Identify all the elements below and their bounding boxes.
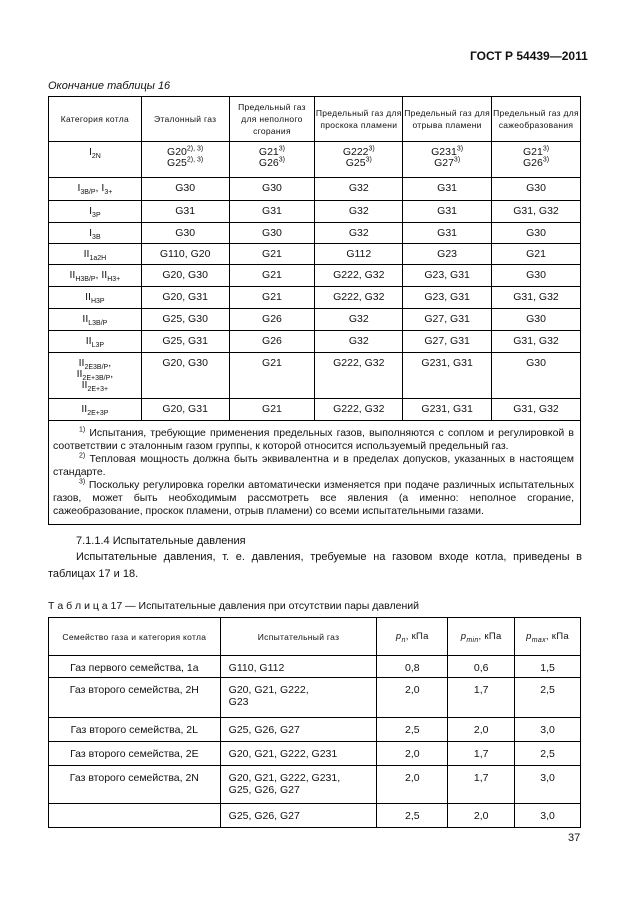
sooting-gas-cell: G31, G32 bbox=[492, 201, 581, 223]
reference-gas-cell: G30 bbox=[141, 178, 229, 201]
incomplete-gas-cell: G26 bbox=[229, 331, 315, 353]
reference-gas-cell: G20, G30 bbox=[141, 265, 229, 287]
table-row bbox=[49, 287, 581, 309]
sooting-gas-cell: G31, G32 bbox=[492, 331, 581, 353]
pmin-cell: 0,6 bbox=[448, 656, 515, 678]
test-gas-cell: G20, G21, G222, G231 bbox=[220, 742, 377, 766]
category-cell: $II_{L3P}$ bbox=[49, 331, 142, 353]
gas-family-cell: Газ второго семейства, 2L bbox=[49, 718, 221, 742]
table-row bbox=[49, 656, 581, 678]
page-number: 37 bbox=[568, 832, 581, 844]
category-cell: $II_{1a2H}$ bbox=[49, 244, 142, 265]
header-pn: $p_n$, кПа bbox=[377, 618, 448, 656]
pn-cell: 0,8 bbox=[377, 656, 448, 678]
footnote-3: $^{3)}$ Поскольку регулировка горелки автоматически изменяется при подаче различных испытательных газов, может быть необходимым рассмотреть все явления (а именно: неполное сгорание, сажеобразование, проскок пламени, отрыв пламени) со всеми испытательными газами. bbox=[53, 478, 574, 517]
category-cell: $I_{3P}$ bbox=[49, 201, 142, 223]
category-cell: $I_{3B}$ bbox=[49, 223, 142, 244]
sooting-gas-cell: G30 bbox=[492, 265, 581, 287]
pmin-cell: 1,7 bbox=[448, 678, 515, 718]
incomplete-gas-cell: G21$^{3)}$ G26$^{3)}$ bbox=[229, 142, 315, 178]
table-row bbox=[49, 399, 581, 421]
header-incomplete-combustion: Предельный газ для неполного сгорания bbox=[229, 97, 315, 142]
section-heading: 7.1.1.4 Испытательные давления bbox=[76, 535, 246, 547]
lift-gas-cell: G231, G31 bbox=[403, 353, 492, 399]
category-cell: $II_{H3B/P}$, $II_{H3+}$ bbox=[49, 265, 142, 287]
table-row bbox=[49, 223, 581, 244]
gas-family-cell: Газ второго семейства, 2H bbox=[49, 678, 221, 718]
header-reference-gas: Эталонный газ bbox=[141, 97, 229, 142]
incomplete-gas-cell: G30 bbox=[229, 223, 315, 244]
flashback-gas-cell: G32 bbox=[315, 331, 403, 353]
flashback-gas-cell: G32 bbox=[315, 201, 403, 223]
reference-gas-cell: G20, G31 bbox=[141, 399, 229, 421]
lift-gas-cell: G231$^{3)}$ G27$^{3)}$ bbox=[403, 142, 492, 178]
table-row bbox=[49, 142, 581, 178]
flashback-gas-cell: G32 bbox=[315, 178, 403, 201]
lift-gas-cell: G27, G31 bbox=[403, 331, 492, 353]
flashback-gas-cell: G112 bbox=[315, 244, 403, 265]
section-paragraph: Испытательные давления, т. е. давления, требуемые на газовом входе котла, приведены в таблицах 17 и 18. bbox=[48, 551, 582, 580]
sooting-gas-cell: G30 bbox=[492, 353, 581, 399]
reference-gas-cell: G20, G31 bbox=[141, 287, 229, 309]
reference-gas-cell: G25, G31 bbox=[141, 331, 229, 353]
sooting-gas-cell: G30 bbox=[492, 178, 581, 201]
category-cell: $I_{2N}$ bbox=[49, 142, 142, 178]
header-flashback: Предельный газ для проскока пламени bbox=[315, 97, 403, 142]
standard-header: ГОСТ Р 54439—2011 bbox=[470, 49, 588, 63]
lift-gas-cell: G23, G31 bbox=[403, 265, 492, 287]
table-17 bbox=[48, 617, 581, 828]
category-cell: $II_{L3B/P}$ bbox=[49, 309, 142, 331]
table-row bbox=[49, 265, 581, 287]
header-gas-family: Семейство газа и категория котла bbox=[49, 618, 221, 656]
sooting-gas-cell: G30 bbox=[492, 223, 581, 244]
table-row bbox=[49, 718, 581, 742]
pn-cell: 2,5 bbox=[377, 718, 448, 742]
flashback-gas-cell: G222, G32 bbox=[315, 265, 403, 287]
header-sooting: Предельный газ для сажеобразования bbox=[492, 97, 581, 142]
pmax-cell: 1,5 bbox=[515, 656, 581, 678]
category-cell: $II_{H3P}$ bbox=[49, 287, 142, 309]
sooting-gas-cell: G31, G32 bbox=[492, 287, 581, 309]
incomplete-gas-cell: G21 bbox=[229, 265, 315, 287]
flashback-gas-cell: G222$^{3)}$ G25$^{3)}$ bbox=[315, 142, 403, 178]
pn-cell: 2,0 bbox=[377, 678, 448, 718]
sooting-gas-cell: G30 bbox=[492, 309, 581, 331]
reference-gas-cell: G25, G30 bbox=[141, 309, 229, 331]
table-row bbox=[49, 178, 581, 201]
category-cell: $I_{3B/P}$, $I_{3+}$ bbox=[49, 178, 142, 201]
incomplete-gas-cell: G26 bbox=[229, 309, 315, 331]
table-16 bbox=[48, 96, 581, 525]
gas-family-cell bbox=[49, 804, 221, 828]
table-row bbox=[49, 201, 581, 223]
reference-gas-cell: G20, G30 bbox=[141, 353, 229, 399]
table-continuation-label: Окончание таблицы 16 bbox=[48, 80, 171, 92]
category-cell: $II_{2E+3P}$ bbox=[49, 399, 142, 421]
pmax-cell: 2,5 bbox=[515, 742, 581, 766]
pmax-cell: 3,0 bbox=[515, 804, 581, 828]
pmax-cell: 2,5 bbox=[515, 678, 581, 718]
pmin-cell: 2,0 bbox=[448, 718, 515, 742]
lift-gas-cell: G23 bbox=[403, 244, 492, 265]
table-17-header-row bbox=[49, 618, 581, 656]
pmin-cell: 1,7 bbox=[448, 742, 515, 766]
pmin-cell: 1,7 bbox=[448, 766, 515, 804]
flashback-gas-cell: G222, G32 bbox=[315, 353, 403, 399]
reference-gas-cell: G30 bbox=[141, 223, 229, 244]
pn-cell: 2,5 bbox=[377, 804, 448, 828]
category-cell: $II_{2E3B/P}$, $II_{2E+3B/P}$, $II_{2E+3+}$ bbox=[49, 353, 142, 399]
flashback-gas-cell: G222, G32 bbox=[315, 399, 403, 421]
gas-family-cell: Газ первого семейства, 1а bbox=[49, 656, 221, 678]
lift-gas-cell: G27, G31 bbox=[403, 309, 492, 331]
incomplete-gas-cell: G31 bbox=[229, 201, 315, 223]
header-flame-lift: Предельный газ для отрыва пламени bbox=[403, 97, 492, 142]
table-17-title: Т а б л и ц а 17 — Испытательные давления при отсутствии пары давлений bbox=[48, 600, 420, 612]
header-test-gas: Испытательный газ bbox=[220, 618, 377, 656]
table-row bbox=[49, 804, 581, 828]
lift-gas-cell: G23, G31 bbox=[403, 287, 492, 309]
table-16-notes-row bbox=[49, 421, 581, 525]
pn-cell: 2,0 bbox=[377, 742, 448, 766]
flashback-gas-cell: G32 bbox=[315, 309, 403, 331]
lift-gas-cell: G31 bbox=[403, 178, 492, 201]
reference-gas-cell: G31 bbox=[141, 201, 229, 223]
header-pmin: $p_{min}$, кПа bbox=[448, 618, 515, 656]
incomplete-gas-cell: G30 bbox=[229, 178, 315, 201]
lift-gas-cell: G31 bbox=[403, 201, 492, 223]
table-row bbox=[49, 244, 581, 265]
pmin-cell: 2,0 bbox=[448, 804, 515, 828]
lift-gas-cell: G31 bbox=[403, 223, 492, 244]
pmax-cell: 3,0 bbox=[515, 718, 581, 742]
table-row bbox=[49, 742, 581, 766]
reference-gas-cell: $G20^{2), 3)}$ $G25^{2), 3)}$ bbox=[141, 142, 229, 178]
incomplete-gas-cell: G21 bbox=[229, 287, 315, 309]
sooting-gas-cell: G31, G32 bbox=[492, 399, 581, 421]
test-gas-cell: G25, G26, G27 bbox=[220, 804, 377, 828]
table-row bbox=[49, 678, 581, 718]
table-row bbox=[49, 766, 581, 804]
test-gas-cell: G110, G112 bbox=[220, 656, 377, 678]
footnote-2: $^{2)}$ Тепловая мощность должна быть эквивалентна и в пределах допусков, указанных в настоящем стандарте. bbox=[53, 452, 574, 478]
header-category: Категория котла bbox=[49, 97, 142, 142]
sooting-gas-cell: G21 bbox=[492, 244, 581, 265]
footnote-1: $^{1)}$ Испытания, требующие применения предельных газов, выполняются с соплом и регулировкой в соответствии с эталонным газом группы, к которой относится используемый предельный газ. bbox=[53, 426, 574, 452]
table-row bbox=[49, 353, 581, 399]
lift-gas-cell: G231, G31 bbox=[403, 399, 492, 421]
incomplete-gas-cell: G21 bbox=[229, 399, 315, 421]
test-gas-cell: G20, G21, G222, G23 bbox=[220, 678, 377, 718]
test-gas-cell: G25, G26, G27 bbox=[220, 718, 377, 742]
header-pmax: $p_{max}$, кПа bbox=[515, 618, 581, 656]
reference-gas-cell: G110, G20 bbox=[141, 244, 229, 265]
table-16-header-row bbox=[49, 97, 581, 142]
sooting-gas-cell: G21$^{3)}$ G26$^{3)}$ bbox=[492, 142, 581, 178]
incomplete-gas-cell: G21 bbox=[229, 244, 315, 265]
incomplete-gas-cell: G21 bbox=[229, 353, 315, 399]
flashback-gas-cell: G222, G32 bbox=[315, 287, 403, 309]
pmax-cell: 3,0 bbox=[515, 766, 581, 804]
table-row bbox=[49, 331, 581, 353]
gas-family-cell: Газ второго семейства, 2E bbox=[49, 742, 221, 766]
table-row bbox=[49, 309, 581, 331]
test-gas-cell: G20, G21, G222, G231, G25, G26, G27 bbox=[220, 766, 377, 804]
flashback-gas-cell: G32 bbox=[315, 223, 403, 244]
table-16-notes bbox=[49, 421, 581, 525]
gas-family-cell: Газ второго семейства, 2N bbox=[49, 766, 221, 804]
pn-cell: 2,0 bbox=[377, 766, 448, 804]
